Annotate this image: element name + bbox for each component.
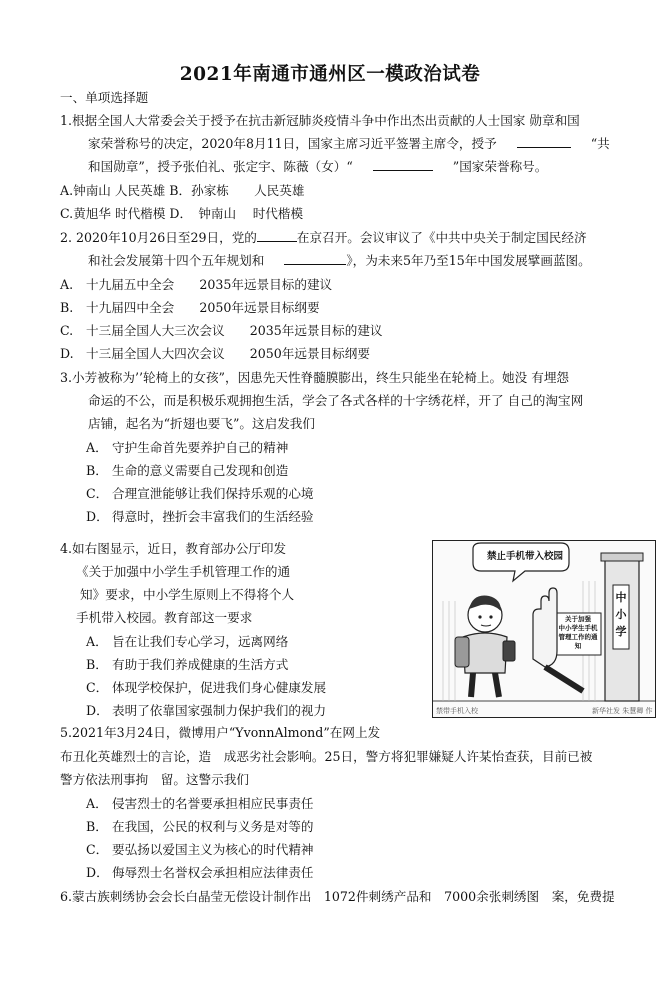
question-2-option-d (60, 343, 370, 365)
question-4-option-d (86, 700, 326, 722)
option-letter: A． (86, 440, 108, 455)
option-letter: A． (86, 796, 108, 811)
option-text: 侵害烈士的名誉要承担相应民事责任 (112, 796, 314, 811)
question-1-line-2 (88, 133, 610, 155)
question-2-option-a (60, 274, 332, 296)
option-text: 在我国，公民的权利与义务是对等的 (112, 819, 314, 834)
question-2-option-b (60, 297, 320, 319)
answer-blank (257, 229, 297, 242)
option-letter: C． (86, 486, 109, 501)
section-heading: 一、单项选择题 (60, 90, 149, 105)
option-text: 侮辱烈士名誉权会承担相应法律责任 (112, 865, 314, 880)
question-2-line-2 (88, 250, 591, 272)
option-text: 十三届全国人大三次会议 2035年远景目标的建议 (86, 323, 383, 338)
question-3-option-d (86, 506, 314, 528)
question-1-options-cd: C.黄旭华 时代楷模 D． 钟南山 时代楷模 (60, 206, 304, 221)
question-5-option-b (86, 816, 314, 838)
question-2-text-a: 2. 2020年10月26日至29日，党的 (60, 230, 257, 245)
option-letter: D. (60, 346, 74, 361)
question-4-line-2: 《关于加强中小学生手机管理工作的通 (76, 564, 291, 579)
option-letter: B． (86, 657, 108, 672)
page-title: 2021年南通市通州区一模政治试卷 (179, 64, 481, 85)
question-3-line-2: 命运的不公，而是积极乐观拥抱生活，学会了各式各样的十字绣花样，开了 自己的淘宝网 (88, 393, 584, 408)
cartoon-gate-label: 中小学 (615, 591, 627, 638)
question-5-line-3: 警方依法刑事拘 留。这警示我们 (60, 772, 249, 787)
question-3-line-3: 店铺，起名为“折翅也要飞”。这启发我们 (88, 416, 315, 431)
cartoon-sign-text: 禁止手机带入校园 (486, 551, 563, 562)
option-letter: B. (60, 300, 74, 315)
question-3-option-a (86, 437, 288, 459)
option-text: 旨在让我们专心学习，远离网络 (112, 634, 289, 649)
answer-blank (284, 252, 346, 265)
option-text: 表明了依靠国家强制力保护我们的视力 (112, 703, 327, 718)
option-letter: B． (86, 463, 108, 478)
option-letter: A. (60, 277, 74, 292)
question-2-text-c: 和社会发展第十四个五年规划和 (88, 253, 265, 268)
question-5-option-a (86, 793, 314, 815)
option-letter: D． (86, 703, 109, 718)
notice-line: 管理工作的通知 (558, 633, 598, 650)
question-4-line-3: 知》要求，中小学生原则上不得将个人 (80, 587, 295, 602)
question-1-text-d: ”国家荣誉称号。 (452, 159, 548, 174)
option-letter: B． (86, 819, 108, 834)
cartoon-caption-left: 禁带手机入校 (436, 707, 478, 715)
question-3-option-b (86, 460, 288, 482)
question-2-line-1 (60, 227, 587, 249)
question-1-line-3 (88, 156, 547, 178)
question-6-line-1: 6.蒙古族刺绣协会会长白晶莹无偿设计制作出 1072件刺绣产品和 7000余张刺绣图 案，免费提 (60, 889, 615, 904)
question-3-line-1: 3.小芳被称为’’轮椅上的女孩”，因患先天性脊髓膜膨出，终生只能坐在轮椅上。她没 有埋怨 (60, 370, 570, 385)
question-4-option-b (86, 654, 288, 676)
answer-blank (373, 158, 433, 171)
question-1-text-b: “共 (590, 136, 610, 151)
option-text: 十三届全国人大四次会议 2050年远景目标纲要 (86, 346, 370, 361)
question-4-line-4: 手机带入校园。教育部这一要求 (76, 610, 253, 625)
notice-line: 中小学生手机 (558, 624, 598, 632)
cartoon-illustration (432, 540, 656, 718)
question-1-text-a: 家荣誉称号的决定，2020年8月11日，国家主席习近平签署主席令，授予 (88, 136, 497, 151)
question-1-options-ab: A.钟南山 人民英雄 B．孙家栋 人民英雄 (60, 183, 305, 198)
option-text: 十九届四中全会 2050年远景目标纲要 (86, 300, 320, 315)
notice-line: 关于加强 (565, 615, 591, 623)
option-text: 体现学校保护，促进我们身心健康发展 (112, 680, 327, 695)
option-text: 守护生命首先要养护自己的精神 (112, 440, 289, 455)
option-letter: C. (60, 323, 74, 338)
question-3-option-c (86, 483, 314, 505)
question-5-option-d (86, 862, 314, 884)
question-4-option-a (86, 631, 288, 653)
option-letter: C． (86, 842, 109, 857)
question-5-line-2: 布丑化英雄烈士的言论，造 成恶劣社会影响。25日，警方将犯罪嫌疑人许某怡查获，目前已被 (60, 749, 593, 764)
cartoon-caption-right: 新华社发 朱慧卿 作 (592, 707, 653, 715)
question-4-option-c (86, 677, 326, 699)
question-1-line-1: 1.根据全国人大常委会关于授予在抗击新冠肺炎疫情斗争中作出杰出贡献的人士国家 勋章和国 (60, 113, 580, 128)
option-letter: D． (86, 865, 109, 880)
question-4-line-1: 4.如右图显示，近日，教育部办公厅印发 (60, 541, 287, 556)
option-text: 生命的意义需要自己发现和创造 (112, 463, 289, 478)
option-letter: A． (86, 634, 108, 649)
option-text: 要弘扬以爱国主义为核心的时代精神 (112, 842, 314, 857)
option-text: 得意时，挫折会丰富我们的生活经验 (112, 509, 314, 524)
question-1-text-c: 和国勋章”，授予张伯礼、张定宇、陈薇（女）“ (88, 159, 353, 174)
option-text: 十九届五中全会 2035年远景目标的建议 (86, 277, 333, 292)
question-2-text-d: 》，为未来5年乃至15年中国发展擘画蓝图。 (346, 253, 591, 268)
question-5-line-1: 5.2021年3月24日，微博用户“YvonnAlmond”在网上发 (60, 725, 381, 740)
question-5-option-c (86, 839, 314, 861)
answer-blank (517, 135, 571, 148)
option-text: 有助于我们养成健康的生活方式 (112, 657, 289, 672)
option-letter: C． (86, 680, 109, 695)
option-letter: D． (86, 509, 109, 524)
question-2-option-c (60, 320, 383, 342)
question-2-text-b: 在京召开。会议审议了《中共中央关于制定国民经济 (296, 230, 587, 245)
cartoon-notice (556, 615, 600, 651)
option-text: 合理宣泄能够让我们保持乐观的心境 (112, 486, 314, 501)
